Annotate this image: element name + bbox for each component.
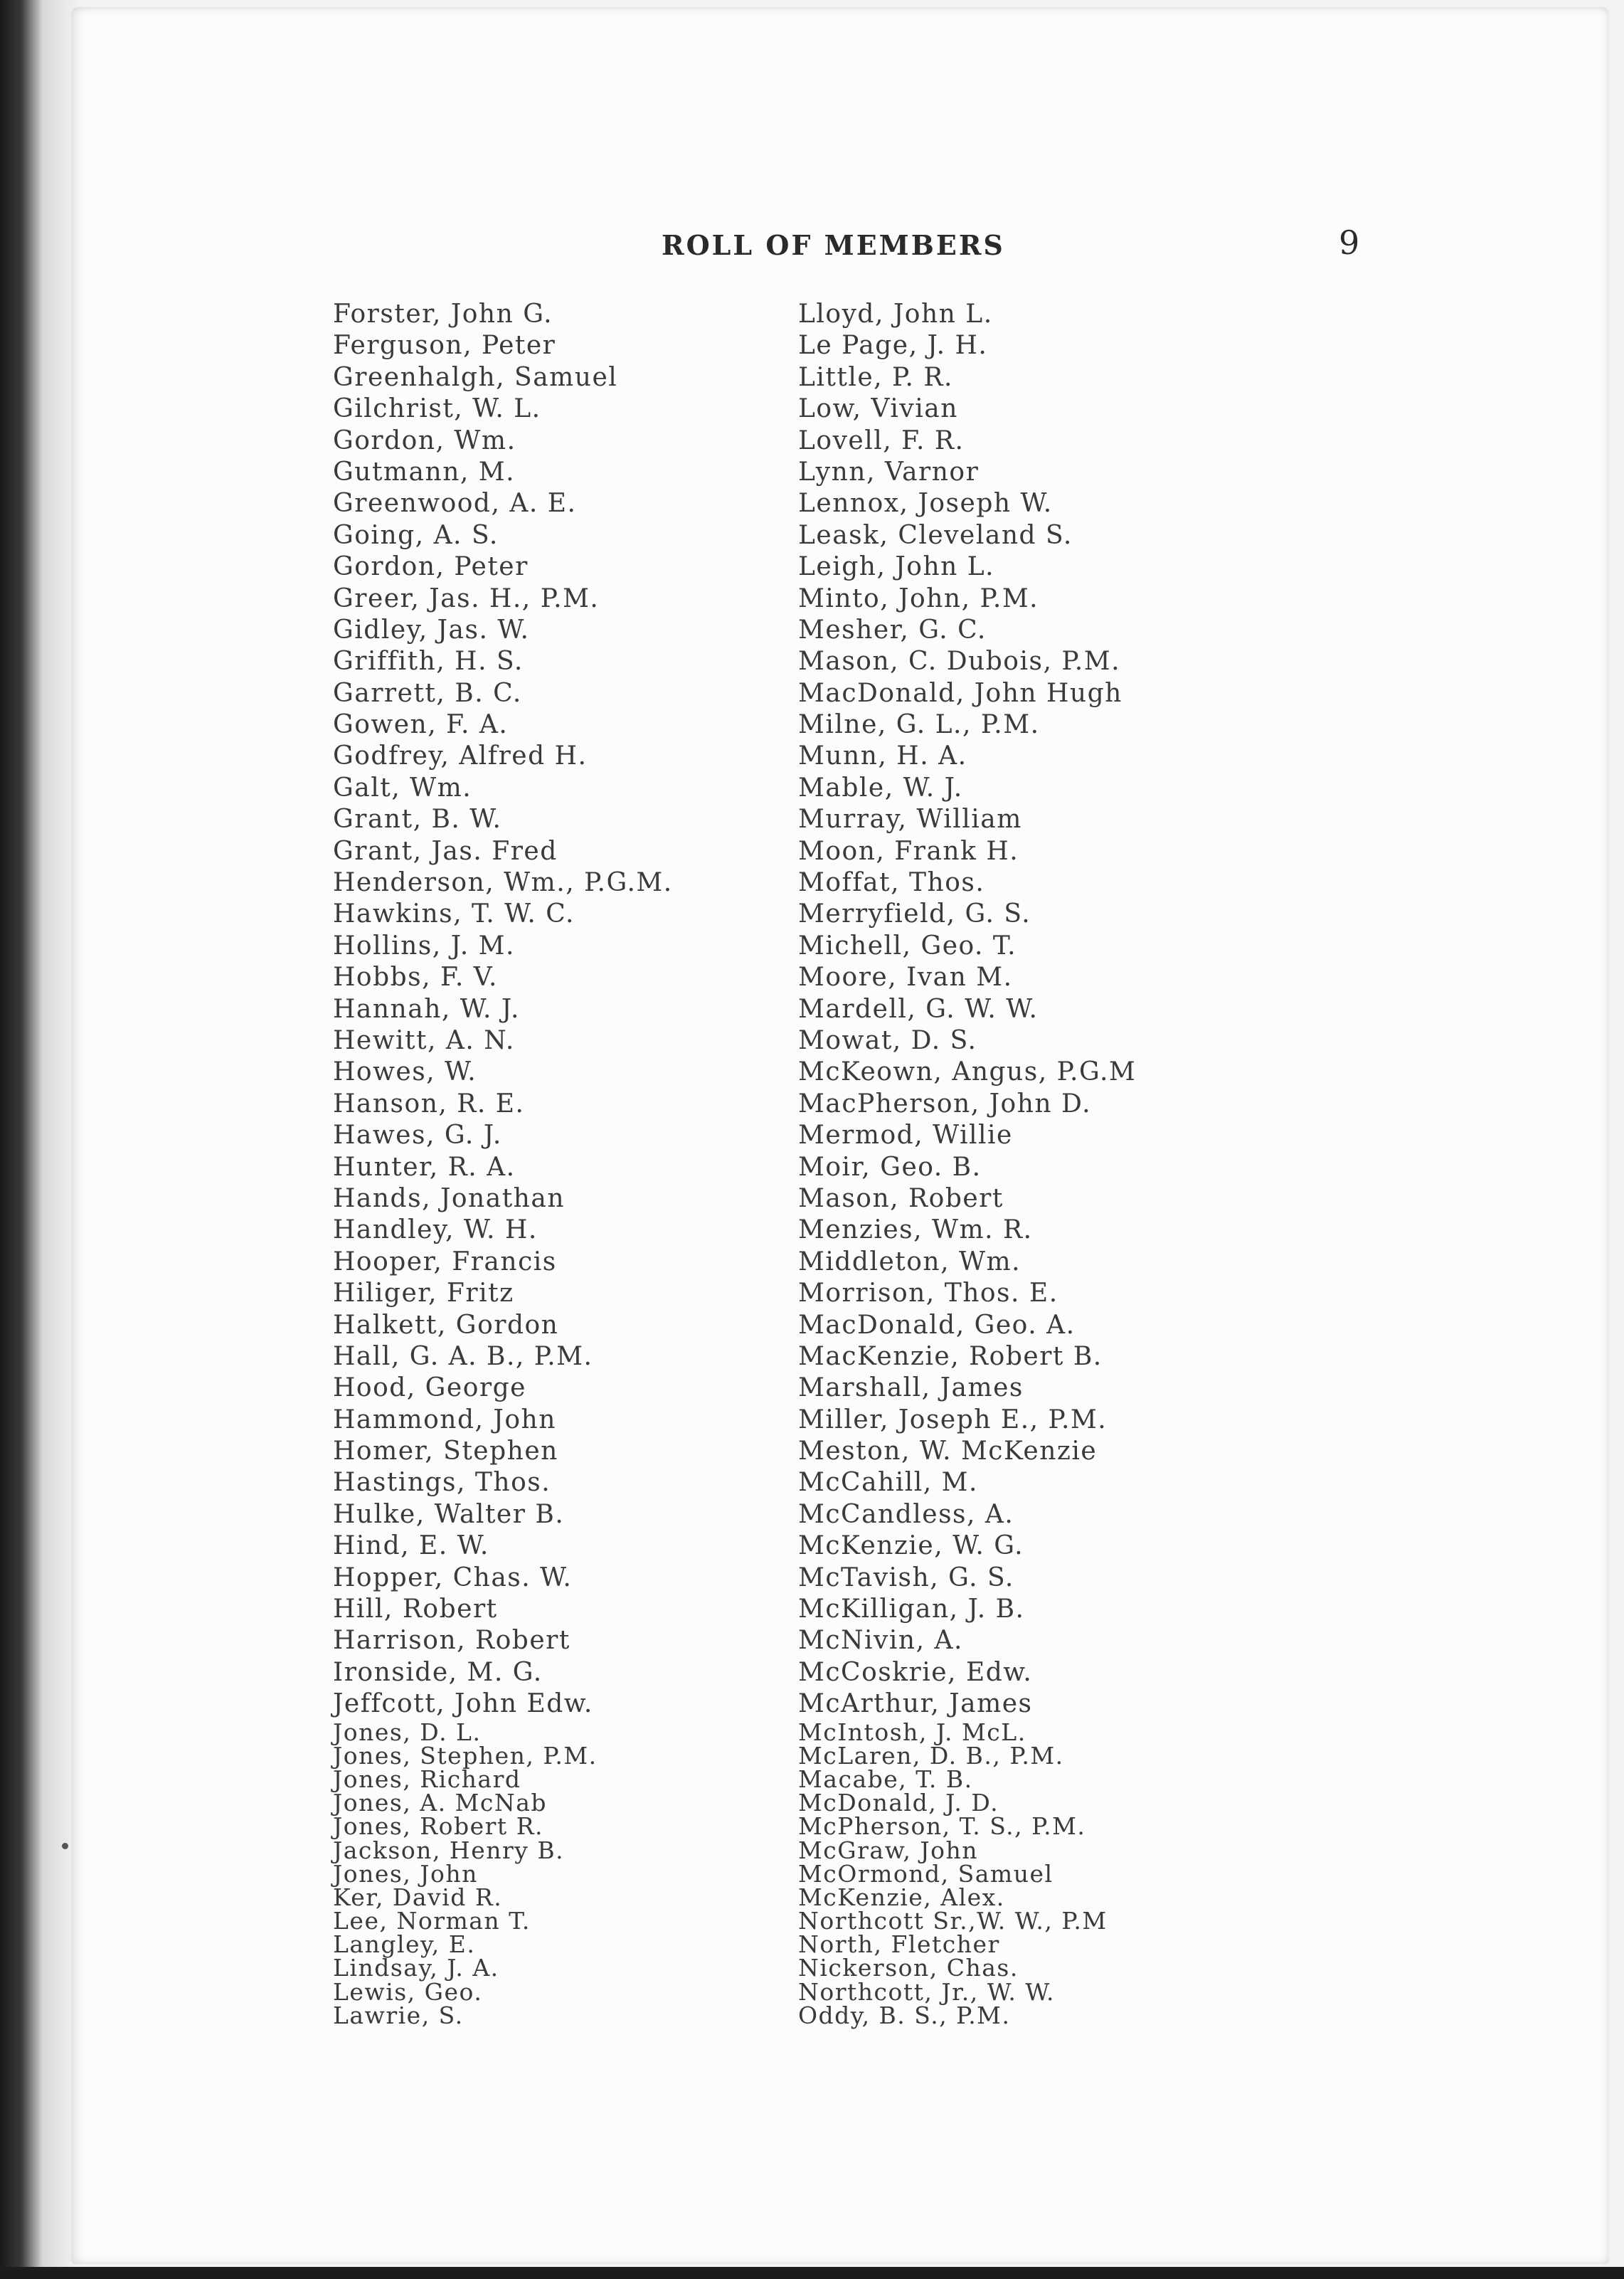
member-entry: Middleton, Wm. <box>798 1247 1021 1276</box>
member-entry: Leigh, John L. <box>798 552 995 582</box>
member-entry: Milne, G. L., P.M. <box>798 710 1040 740</box>
member-entry: McTavish, G. S. <box>798 1562 1014 1592</box>
member-entry: McGraw, John <box>798 1836 978 1864</box>
member-entry: Hannah, W. J. <box>333 994 520 1024</box>
member-entry: Grant, Jas. Fred <box>333 836 558 866</box>
member-entry: Merryfield, G. S. <box>798 899 1031 929</box>
member-entry: Minto, John, P.M. <box>798 583 1039 613</box>
member-list-left-column <box>333 299 845 2027</box>
member-entry: Lennox, Joseph W. <box>798 489 1053 519</box>
member-entry: McPherson, T. S., P.M. <box>798 1812 1086 1841</box>
member-entry: Gilchrist, W. L. <box>333 394 541 424</box>
member-entry: Lewis, Geo. <box>333 1977 483 2006</box>
member-entry: Munn, H. A. <box>798 741 967 771</box>
member-entry: Going, A. S. <box>333 520 499 550</box>
member-entry: Gidley, Jas. W. <box>333 615 530 645</box>
member-entry: Mermod, Willie <box>798 1121 1013 1151</box>
member-entry: Jones, A. McNab <box>333 1789 548 1817</box>
member-entry: Low, Vivian <box>798 394 958 424</box>
member-entry: McDonald, J. D. <box>798 1789 999 1817</box>
member-entry: Hooper, Francis <box>333 1247 557 1276</box>
member-entry: Michell, Geo. T. <box>798 931 1017 961</box>
member-entry: Langley, E. <box>333 1930 476 1959</box>
member-entry: Hill, Robert <box>333 1595 498 1624</box>
member-entry: Hulke, Walter B. <box>333 1499 565 1529</box>
member-entry: Lee, Norman T. <box>333 1907 531 1935</box>
member-entry: McKenzie, W. G. <box>798 1531 1024 1561</box>
member-entry: Mason, Robert <box>798 1183 1004 1213</box>
member-entry: Marshall, James <box>798 1373 1024 1403</box>
member-entry: Moore, Ivan M. <box>798 963 1013 993</box>
member-entry: McArthur, James <box>798 1689 1033 1719</box>
member-entry: McLaren, D. B., P.M. <box>798 1741 1064 1770</box>
member-entry: Hawes, G. J. <box>333 1121 502 1151</box>
member-entry: Halkett, Gordon <box>333 1310 559 1340</box>
member-entry: Leask, Cleveland S. <box>798 520 1073 550</box>
member-entry: Jones, Richard <box>333 1765 521 1793</box>
member-entry: Mesher, G. C. <box>798 615 987 645</box>
member-entry: Gutmann, M. <box>333 457 516 487</box>
member-entry: Le Page, J. H. <box>798 331 988 361</box>
member-entry: Mowat, D. S. <box>798 1025 977 1055</box>
member-entry: Nickerson, Chas. <box>798 1954 1019 1982</box>
page-title: ROLL OF MEMBERS <box>662 229 1005 261</box>
member-entry: Jones, Stephen, P.M. <box>333 1741 598 1770</box>
scan-bottom-edge <box>0 2267 1624 2279</box>
member-entry: McOrmond, Samuel <box>798 1859 1054 1888</box>
member-entry: Greenwood, A. E. <box>333 489 577 519</box>
member-entry: McKilligan, J. B. <box>798 1595 1025 1624</box>
member-entry: Miller, Joseph E., P.M. <box>798 1405 1108 1434</box>
member-entry: Hiliger, Fritz <box>333 1279 514 1308</box>
member-entry: Hawkins, T. W. C. <box>333 899 575 929</box>
member-entry: McCandless, A. <box>798 1499 1014 1529</box>
member-entry: McNivin, A. <box>798 1626 963 1656</box>
member-entry: Hall, G. A. B., P.M. <box>333 1341 593 1371</box>
member-entry: Hands, Jonathan <box>333 1183 566 1213</box>
member-entry: McIntosh, J. McL. <box>798 1718 1026 1746</box>
member-entry: Forster, John G. <box>333 300 553 329</box>
scan-speck <box>62 1843 68 1849</box>
member-entry: Hunter, R. A. <box>333 1152 516 1182</box>
member-entry: Lovell, F. R. <box>798 425 965 455</box>
member-entry: McCahill, M. <box>798 1468 978 1498</box>
member-entry: Harrison, Robert <box>333 1626 570 1656</box>
member-entry: Galt, Wm. <box>333 773 472 803</box>
member-entry: Menzies, Wm. R. <box>798 1215 1033 1245</box>
member-entry: Lawrie, S. <box>333 2001 464 2029</box>
member-entry: Ironside, M. G. <box>333 1657 543 1687</box>
member-entry: Ferguson, Peter <box>333 331 556 361</box>
member-entry: Little, P. R. <box>798 362 953 392</box>
member-entry: Hammond, John <box>333 1405 556 1434</box>
member-entry: Hastings, Thos. <box>333 1468 551 1498</box>
member-entry: Mable, W. J. <box>798 773 963 803</box>
member-entry: Oddy, B. S., P.M. <box>798 2001 1011 2029</box>
member-entry: MacPherson, John D. <box>798 1089 1092 1119</box>
member-entry: Homer, Stephen <box>333 1437 558 1466</box>
member-entry: Godfrey, Alfred H. <box>333 741 588 771</box>
member-entry: Lloyd, John L. <box>798 300 993 329</box>
member-entry: Meston, W. McKenzie <box>798 1437 1098 1466</box>
member-entry: Lynn, Varnor <box>798 457 980 487</box>
member-entry: Howes, W. <box>333 1057 477 1087</box>
member-entry: Mardell, G. W. W. <box>798 994 1039 1024</box>
member-entry: MacKenzie, Robert B. <box>798 1341 1103 1371</box>
member-entry: Moir, Geo. B. <box>798 1152 982 1182</box>
member-entry: Mason, C. Dubois, P.M. <box>798 647 1121 677</box>
member-entry: McCoskrie, Edw. <box>798 1657 1033 1687</box>
member-entry: Ker, David R. <box>333 1883 503 1911</box>
member-entry: Greer, Jas. H., P.M. <box>333 583 600 613</box>
member-entry: Handley, W. H. <box>333 1215 538 1245</box>
member-entry: Greenhalgh, Samuel <box>333 362 618 392</box>
member-entry: Griffith, H. S. <box>333 647 524 677</box>
member-entry: Garrett, B. C. <box>333 678 522 708</box>
member-entry: Henderson, Wm., P.G.M. <box>333 868 673 898</box>
member-entry: Lindsay, J. A. <box>333 1954 499 1982</box>
member-entry: Hewitt, A. N. <box>333 1025 515 1055</box>
member-entry: Hollins, J. M. <box>333 931 515 961</box>
member-entry: Hood, George <box>333 1373 526 1403</box>
member-entry: Macabe, T. B. <box>798 1765 973 1793</box>
member-entry: Hobbs, F. V. <box>333 963 498 993</box>
member-entry: Jones, John <box>333 1859 478 1888</box>
member-entry: Morrison, Thos. E. <box>798 1279 1058 1308</box>
member-entry: Hopper, Chas. W. <box>333 1562 573 1592</box>
member-entry: North, Fletcher <box>798 1930 1000 1959</box>
member-entry: Hanson, R. E. <box>333 1089 525 1119</box>
member-entry: Grant, B. W. <box>333 805 502 835</box>
member-entry: Gowen, F. A. <box>333 710 509 740</box>
member-entry: Hind, E. W. <box>333 1531 489 1561</box>
member-entry: Jones, D. L. <box>333 1718 482 1746</box>
member-entry: Gordon, Wm. <box>333 425 516 455</box>
member-entry: Jones, Robert R. <box>333 1812 544 1841</box>
member-entry: McKenzie, Alex. <box>798 1883 1005 1911</box>
member-entry: Moon, Frank H. <box>798 836 1019 866</box>
member-entry: Northcott Sr.,W. W., P.M <box>798 1907 1108 1935</box>
page-number: 9 <box>1339 223 1360 262</box>
member-entry: Jeffcott, John Edw. <box>333 1689 593 1719</box>
member-entry: Murray, William <box>798 805 1022 835</box>
member-list-right-column <box>798 299 1296 2027</box>
member-entry: MacDonald, John Hugh <box>798 678 1123 708</box>
member-entry: Gordon, Peter <box>333 552 529 582</box>
member-entry: MacDonald, Geo. A. <box>798 1310 1076 1340</box>
member-entry: McKeown, Angus, P.G.M <box>798 1057 1137 1087</box>
member-entry: Jackson, Henry B. <box>333 1836 565 1864</box>
member-entry: Northcott, Jr., W. W. <box>798 1977 1056 2006</box>
member-entry: Moffat, Thos. <box>798 868 985 898</box>
